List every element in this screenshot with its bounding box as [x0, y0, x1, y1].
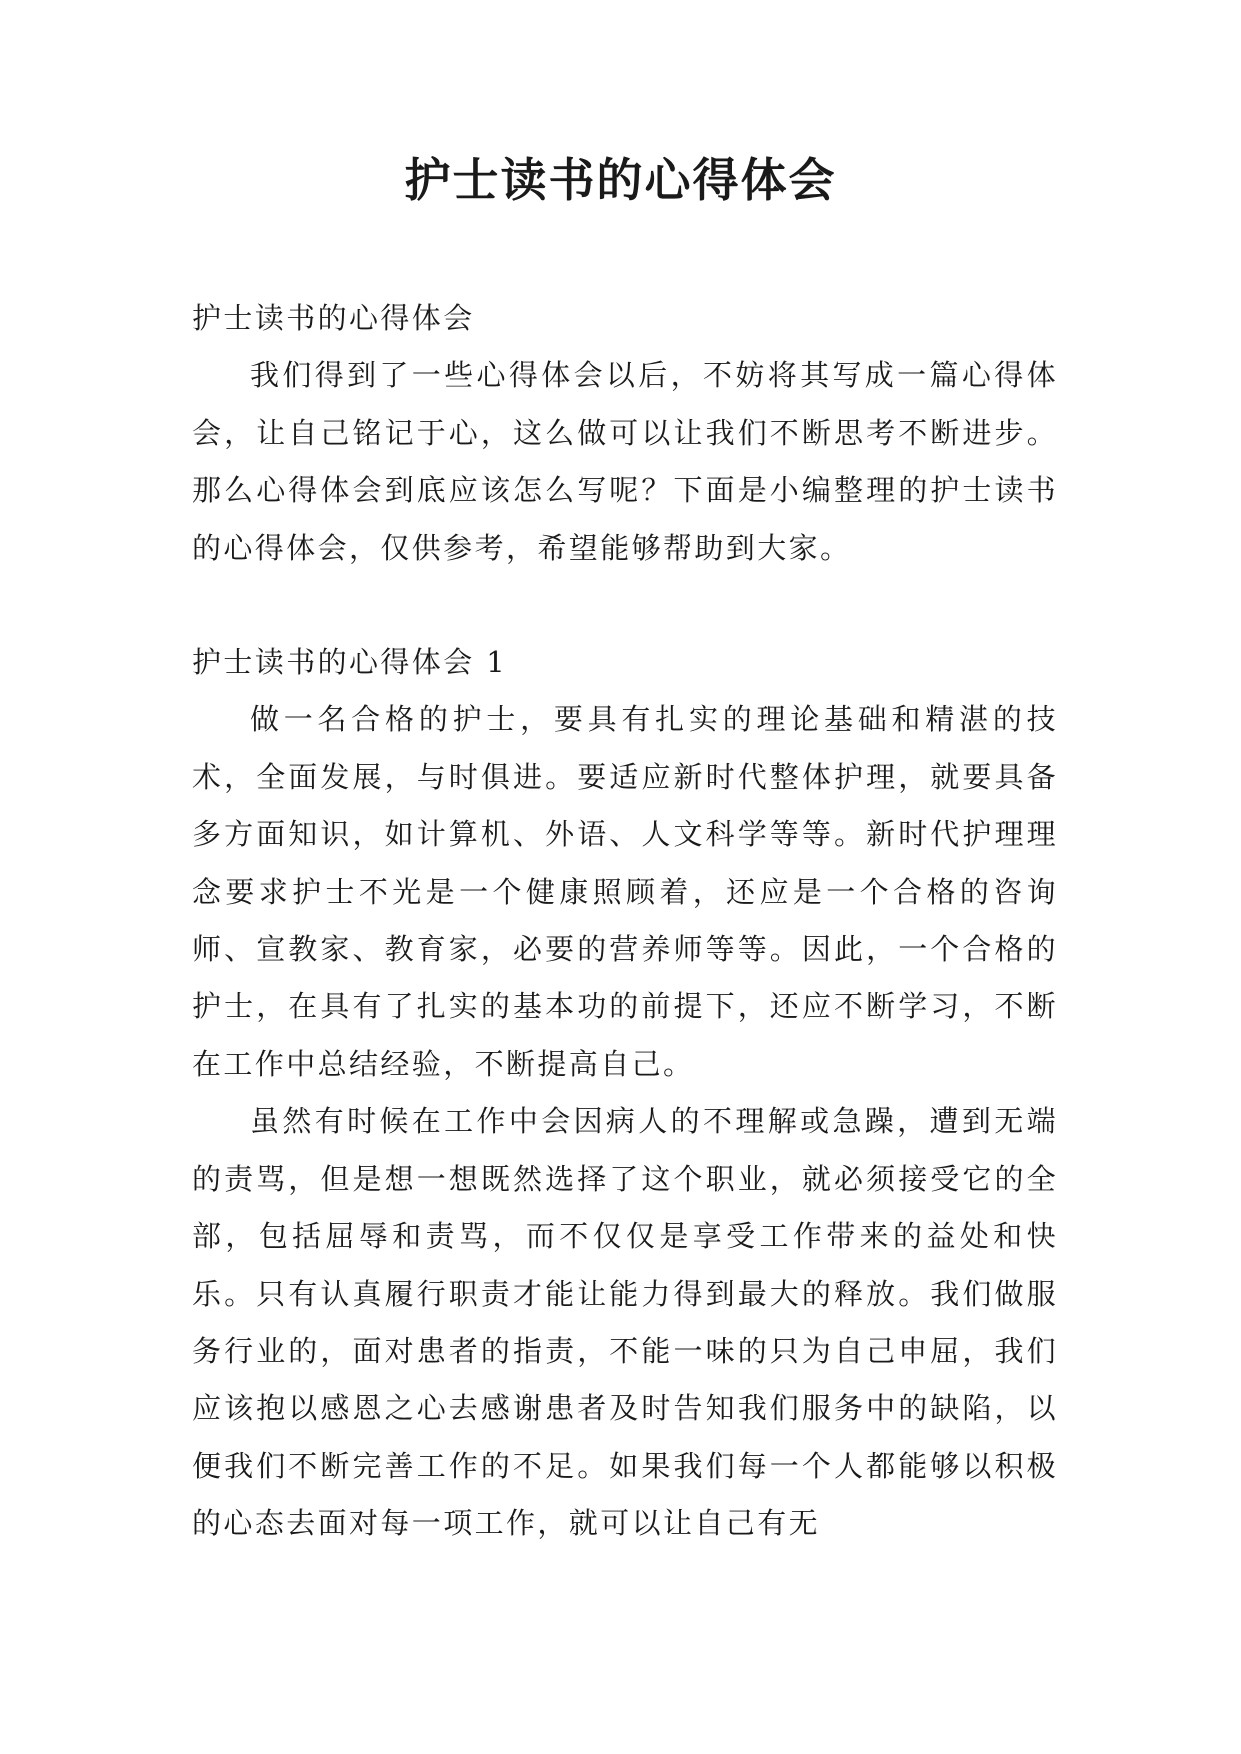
- section1-paragraph-2: 虽然有时候在工作中会因病人的不理解或急躁，遭到无端的责骂，但是想一想既然选择了这个职业，就必须接受它的全部，包括屈辱和责骂，而不仅仅是享受工作带来的益处和快乐。只有认真履行职责才能让能力得到最大的释放。我们做服务行业的，面对患者的指责，不能一味的只为自己申屈，我们应该抱以感恩之心去感谢患者及时告知我们服务中的缺陷，以便我们不断完善工作的不足。如果我们每一个人都能够以积极的心态去面对每一项工作，就可以让自己有无: [192, 1104, 1058, 1541]
- section-spacer: [192, 577, 1058, 634]
- document-title: 护士读书的心得体会: [404, 153, 837, 207]
- intro-heading: 护士读书的心得体会: [192, 301, 475, 335]
- document-body: [192, 290, 1058, 1553]
- section1-paragraph-1: 做一名合格的护士，要具有扎实的理论基础和精湛的技术，全面发展，与时俱进。要适应新时代整体护理，就要具备多方面知识，如计算机、外语、人文科学等等。新时代护理理念要求护士不光是一个健康照顾着，还应是一个合格的咨询师、宣教家、教育家，必要的营养师等等。因此，一个合格的护士，在具有了扎实的基本功的前提下，还应不断学习，不断在工作中总结经验，不断提高自己。: [192, 702, 1058, 1081]
- section1-heading: 护士读书的心得体会 1: [192, 645, 508, 680]
- intro-paragraph: 我们得到了一些心得体会以后，不妨将其写成一篇心得体会，让自己铭记于心，这么做可以让我们不断思考不断进步。那么心得体会到底应该怎么写呢？下面是小编整理的护士读书的心得体会，仅供参考，希望能够帮助到大家。: [192, 358, 1058, 565]
